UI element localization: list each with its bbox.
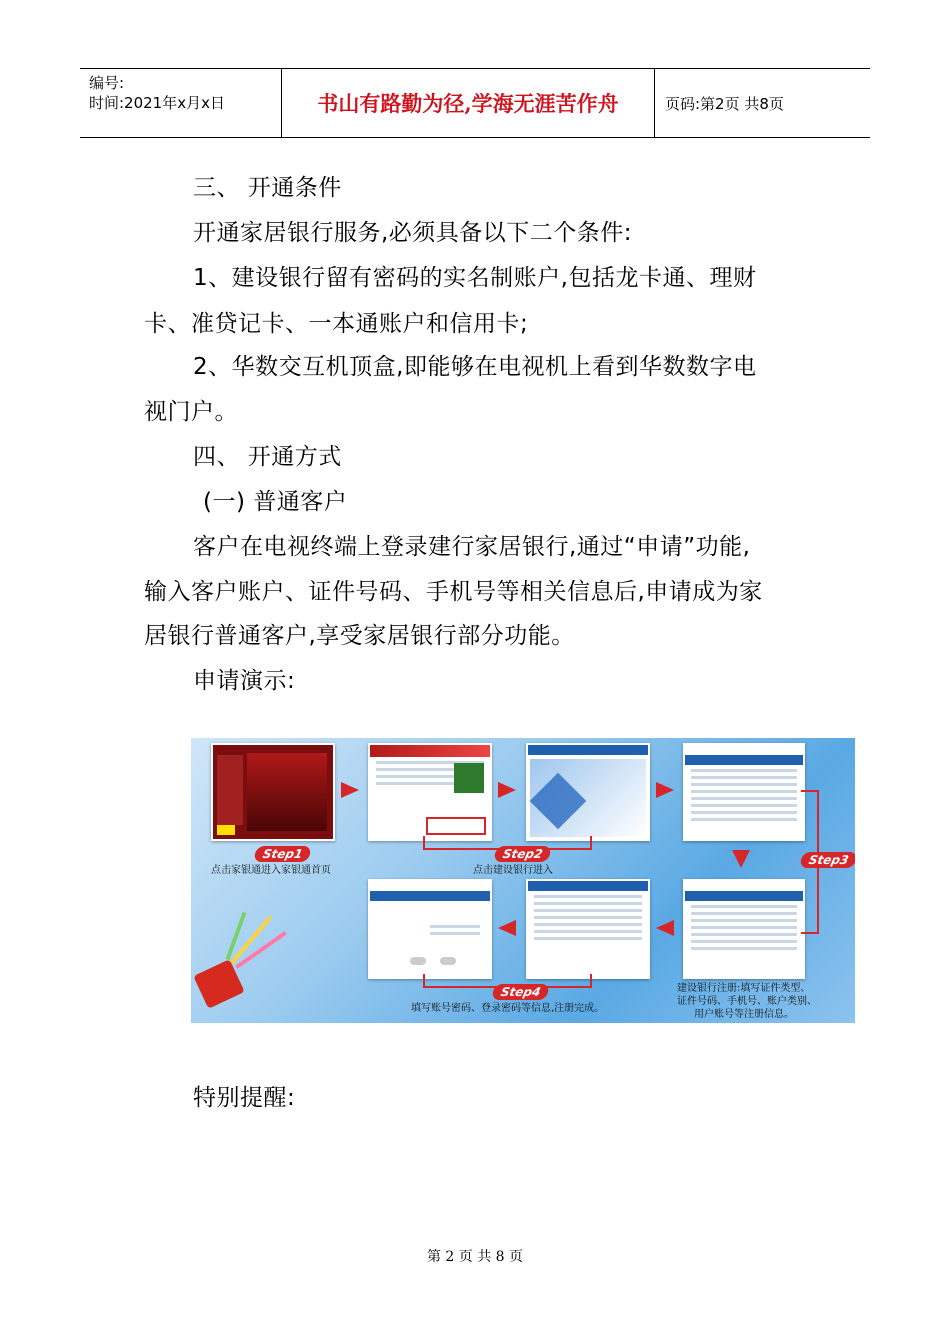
subsection1-line1: 客户在电视终端上登录建行家居银行,通过“申请”功能,	[193, 534, 751, 560]
arrow-right-icon	[341, 782, 359, 798]
screenshot-register-complete	[368, 879, 492, 979]
step3-caption-line3: 用户账号等注册信息。	[694, 1009, 794, 1020]
arrow-down-icon	[732, 850, 750, 868]
section3-intro: 开通家居银行服务,必须具备以下二个条件:	[193, 220, 633, 246]
subsection1-line2: 输入客户账户、证件号码、手机号等相关信息后,申请成为家	[144, 579, 763, 605]
step4-badge: Step4	[491, 984, 550, 1000]
step3-caption-line1: 建设银行注册:填写证件类型、	[677, 983, 811, 994]
screenshot-tv-portal	[211, 743, 335, 841]
step1-badge: Step1	[253, 846, 312, 862]
screenshot-ccb-welcome	[526, 743, 650, 841]
step2-caption: 点击建设银行进入	[473, 865, 553, 876]
step4-caption: 填写账号密码、登录密码等信息,注册完成。	[411, 1003, 605, 1014]
demo-label: 申请演示:	[193, 668, 296, 694]
arrow-right-icon	[656, 782, 674, 798]
condition1-line2: 卡、准贷记卡、一本通账户和信用卡;	[144, 311, 529, 337]
screenshot-homebank-home	[368, 743, 492, 841]
step3-badge: Step3	[799, 852, 855, 868]
arrow-left-icon	[656, 920, 674, 936]
header-page-info: 页码:第2页 共8页	[665, 94, 784, 113]
screenshot-ccb-agreement	[683, 743, 805, 841]
screenshot-account-password	[526, 879, 650, 979]
screenshot-registration-form	[683, 879, 805, 979]
header-meta	[80, 69, 282, 137]
step3-caption-line2: 证件号码、手机号、账户类别、	[677, 996, 817, 1007]
header-motto: 书山有路勤为径,学海无涯苦作舟	[282, 69, 655, 137]
condition2-line2: 视门户。	[144, 399, 238, 425]
section4-title: 四、 开通方式	[193, 444, 342, 470]
number-label: 编号:	[89, 74, 125, 92]
subsection1-title: (一) 普通客户	[203, 489, 348, 515]
reminder-label: 特别提醒:	[193, 1085, 296, 1111]
step2-badge: Step2	[493, 846, 552, 862]
condition2-line1: 2、华数交互机顶盒,即能够在电视机上看到华数数字电	[193, 354, 757, 380]
arrow-left-icon	[498, 920, 516, 936]
time-label: 时间:2021年x月x日	[89, 94, 225, 112]
section3-title: 三、 开通条件	[193, 175, 342, 201]
step1-caption: 点击家银通进入家银通首页	[211, 865, 331, 876]
arrow-right-icon	[498, 782, 516, 798]
header-table	[80, 68, 870, 138]
condition1-line1: 1、建设银行留有密码的实名制账户,包括龙卡通、理财	[193, 265, 757, 291]
subsection1-line3: 居银行普通客户,享受家居银行部分功能。	[144, 623, 575, 649]
page-footer: 第 2 页 共 8 页	[426, 1249, 524, 1265]
application-demo-figure	[191, 738, 855, 1023]
